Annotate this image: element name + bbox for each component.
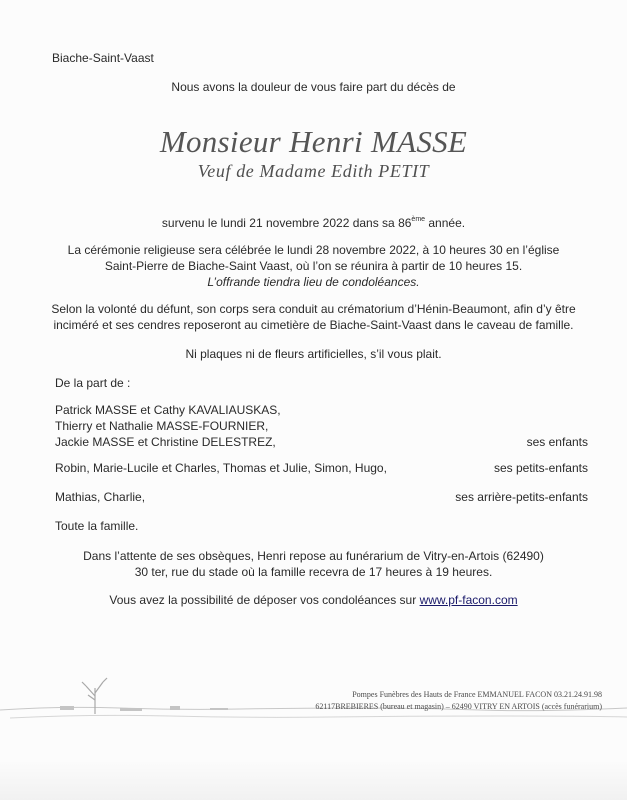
condolence-link[interactable]: www.pf-facon.com bbox=[419, 593, 518, 607]
footer-line: Pompes Funèbres des Hauts de France EMMANUEL FACON 03.21.24.91.98 bbox=[352, 690, 602, 699]
scan-edge-shading bbox=[0, 760, 627, 800]
death-date-superscript: ème bbox=[411, 216, 426, 223]
ceremony-paragraph bbox=[0, 242, 627, 290]
funeral-home-paragraph bbox=[0, 548, 627, 580]
condolence-text: Vous avez la possibilité de déposer vos condoléances sur bbox=[109, 593, 420, 607]
grandchildren-row bbox=[55, 460, 588, 476]
footer-line: 62117BREBIERES (bureau et magasin) – 62490 VITRY EN ARTOIS (accès funérarium) bbox=[315, 702, 602, 711]
offering-note: L’offrande tiendra lieu de condoléances. bbox=[207, 275, 420, 289]
intro-text: Nous avons la douleur de vous faire part du décès de bbox=[171, 80, 456, 94]
ceremony-line: Saint-Pierre de Biache-Saint Vaast, où l’on se réunira à partir de 10 heures 15. bbox=[104, 259, 523, 273]
great-grandchildren-label: ses arrière-petits-enfants bbox=[455, 490, 588, 504]
cremation-line: Selon la volonté du défunt, son corps sera conduit au crématorium d’Hénin-Beaumont, afin d’y être bbox=[51, 302, 576, 316]
widow-of: Veuf de Madame Edith PETIT bbox=[197, 161, 430, 181]
from-label: De la part de : bbox=[55, 376, 131, 390]
tree-icon bbox=[82, 678, 107, 714]
condolence-paragraph bbox=[0, 592, 627, 608]
children-label: ses enfants bbox=[526, 435, 588, 449]
child-line: Jackie MASSE et Christine DELESTREZ, bbox=[55, 435, 276, 449]
children-row bbox=[55, 402, 588, 450]
ceremony-line: La cérémonie religieuse sera célébrée le lundi 28 novembre 2022, à 10 heures 30 en l’église bbox=[67, 243, 560, 257]
grandchildren-label: ses petits-enfants bbox=[493, 461, 588, 475]
great-grandchildren-row bbox=[55, 489, 588, 505]
no-flowers-notice: Ni plaques ni de fleurs artificielles, s’il vous plait. bbox=[185, 347, 442, 361]
children-names bbox=[55, 402, 281, 450]
funeral-home-line: 30 ter, rue du stade où la famille recevra de 17 heures à 19 heures. bbox=[134, 565, 493, 579]
child-line: Patrick MASSE et Cathy KAVALIAUSKAS, bbox=[55, 403, 281, 417]
child-line: Thierry et Nathalie MASSE-FOURNIER, bbox=[55, 419, 269, 433]
deceased-name: Monsieur Henri MASSE bbox=[159, 124, 468, 159]
whole-family: Toute la famille. bbox=[55, 519, 139, 533]
funeral-home-line: Dans l’attente de ses obsèques, Henri repose au funérarium de Vitry-en-Artois (62490) bbox=[83, 549, 544, 563]
cremation-line: inciméré et ses cendres reposeront au cimetière de Biache-Saint-Vaast dans le caveau de famille. bbox=[53, 318, 574, 332]
death-date bbox=[0, 215, 627, 231]
death-date-suffix: année. bbox=[425, 216, 466, 230]
place-name: Biache-Saint-Vaast bbox=[52, 51, 154, 65]
cremation-paragraph bbox=[0, 301, 627, 333]
grandchildren-names: Robin, Marie-Lucile et Charles, Thomas et Julie, Simon, Hugo, bbox=[55, 461, 387, 475]
landscape-illustration bbox=[0, 648, 627, 728]
funeral-home-footer bbox=[242, 689, 602, 713]
great-grandchildren-names: Mathias, Charlie, bbox=[55, 490, 146, 504]
death-date-prefix: survenu le lundi 21 novembre 2022 dans sa 86 bbox=[161, 216, 412, 230]
